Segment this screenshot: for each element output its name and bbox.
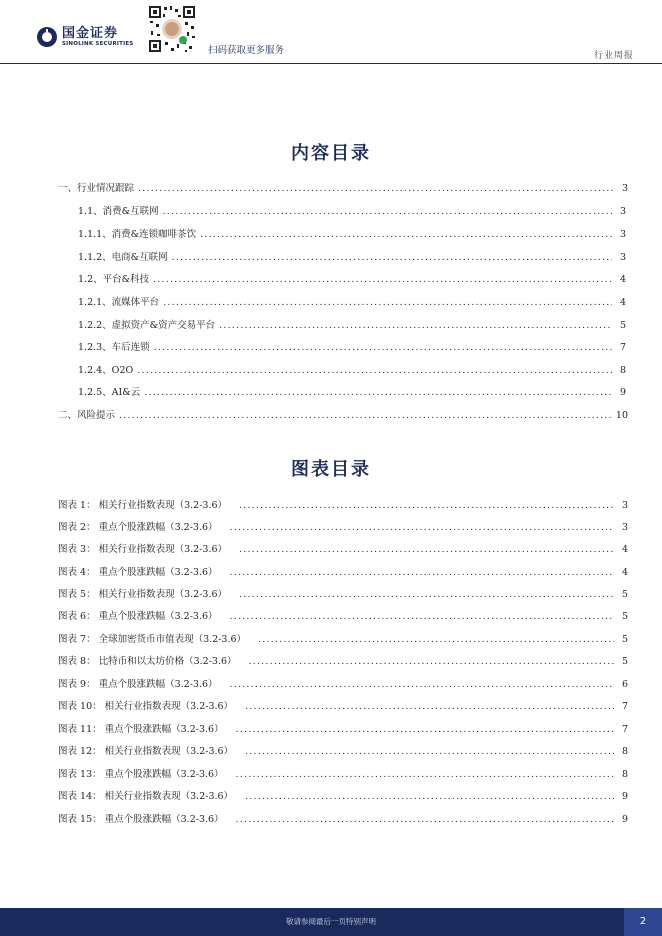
figure-entry[interactable] <box>58 631 628 645</box>
dot-leader <box>230 522 614 533</box>
figure-list-title: 图表目录 <box>291 459 371 480</box>
figure-entry-page: 5 <box>621 611 628 622</box>
figure-entry[interactable] <box>58 586 628 600</box>
figure-entry[interactable] <box>58 497 628 511</box>
figure-entry-label: 图表 9： 重点个股涨跌幅（3.2-3.6） <box>58 679 218 690</box>
figure-entry-page: 7 <box>621 701 628 712</box>
figure-entry[interactable] <box>58 608 628 622</box>
figure-entry[interactable] <box>58 811 628 825</box>
toc-entry-label: 1.1.1、消费&连锁咖啡茶饮 <box>78 229 197 240</box>
figure-entry[interactable] <box>58 541 628 555</box>
toc-entry-page: 10 <box>615 410 628 421</box>
dot-leader <box>239 544 614 555</box>
company-logo <box>36 26 133 48</box>
dot-leader <box>236 814 614 825</box>
figure-entry[interactable] <box>58 564 628 578</box>
dot-leader <box>236 724 614 735</box>
toc-entry-page: 5 <box>619 320 626 331</box>
toc-entry-label: 1.2.3、车后连锁 <box>78 342 150 353</box>
page-footer <box>0 908 662 936</box>
figure-entry-label: 图表 2： 重点个股涨跌幅（3.2-3.6） <box>58 522 218 533</box>
dot-leader <box>245 701 614 712</box>
toc-entry-page: 9 <box>619 387 626 398</box>
dot-leader <box>219 320 612 331</box>
figure-entry-label: 图表 15： 重点个股涨跌幅（3.2-3.6） <box>58 814 224 825</box>
figure-entry-page: 9 <box>621 814 628 825</box>
toc-entry-label: 1.2.1、流媒体平台 <box>78 297 160 308</box>
toc-entry[interactable] <box>78 294 626 308</box>
toc-entry[interactable] <box>78 203 626 217</box>
dot-leader <box>154 342 612 353</box>
footer-disclaimer: 敬请参阅最后一页特别声明 <box>286 917 376 926</box>
figure-entry-label: 图表 6： 重点个股涨跌幅（3.2-3.6） <box>58 611 218 622</box>
figure-entry-page: 7 <box>621 724 628 735</box>
figure-entry-label: 图表 13： 重点个股涨跌幅（3.2-3.6） <box>58 769 224 780</box>
figure-entry[interactable] <box>58 766 628 780</box>
figure-entry-page: 3 <box>621 500 628 511</box>
document-type-label: 行业周报 <box>593 51 634 61</box>
toc-entry-page: 3 <box>619 229 626 240</box>
toc-entry-label: 1.1.2、电商&互联网 <box>78 252 168 263</box>
figure-entry-page: 4 <box>621 544 628 555</box>
dot-leader <box>163 206 612 217</box>
figure-entry-page: 5 <box>621 589 628 600</box>
toc-entry[interactable] <box>58 180 628 194</box>
figure-entry[interactable] <box>58 653 628 667</box>
figure-entry-label: 图表 14： 相关行业指数表现（3.2-3.6） <box>58 791 234 802</box>
figure-entry-label: 图表 10： 相关行业指数表现（3.2-3.6） <box>58 701 234 712</box>
figure-entry-page: 5 <box>621 656 628 667</box>
dot-leader <box>163 297 612 308</box>
toc-entry[interactable] <box>78 384 626 398</box>
toc-entry-page: 8 <box>619 365 626 376</box>
toc-entry[interactable] <box>78 271 626 285</box>
dot-leader <box>153 274 612 285</box>
figure-entry-page: 8 <box>621 769 628 780</box>
figure-entry-page: 6 <box>621 679 628 690</box>
dot-leader <box>144 387 612 398</box>
qr-code-icon[interactable] <box>147 4 197 54</box>
toc-entry-page: 3 <box>621 183 628 194</box>
figure-entry-page: 4 <box>621 567 628 578</box>
logo-mark-icon <box>36 26 58 48</box>
toc-entry-label: 1.1、消费&互联网 <box>78 206 159 217</box>
figure-entry[interactable] <box>58 519 628 533</box>
dot-leader <box>230 611 614 622</box>
toc-entry-label: 1.2.4、O2O <box>78 365 134 376</box>
toc-entry-page: 4 <box>619 274 626 285</box>
toc-entry-page: 3 <box>619 252 626 263</box>
figure-entry-page: 9 <box>621 791 628 802</box>
toc-entry[interactable] <box>78 249 626 263</box>
toc-entry-page: 3 <box>619 206 626 217</box>
page-header <box>0 0 662 66</box>
figure-entry-label: 图表 8： 比特币和以太坊价格（3.2-3.6） <box>58 656 237 667</box>
figure-entry-page: 3 <box>621 522 628 533</box>
toc-entry-label: 1.2.2、虚拟资产&资产交易平台 <box>78 320 216 331</box>
dot-leader <box>236 769 614 780</box>
dot-leader <box>138 183 614 194</box>
dot-leader <box>172 252 612 263</box>
toc-entry-page: 7 <box>619 342 626 353</box>
figure-entry-label: 图表 3： 相关行业指数表现（3.2-3.6） <box>58 544 228 555</box>
dot-leader <box>230 567 614 578</box>
figure-entry-label: 图表 12： 相关行业指数表现（3.2-3.6） <box>58 746 234 757</box>
dot-leader <box>239 500 614 511</box>
toc-entry-label: 1.2.5、AI&云 <box>78 387 141 398</box>
dot-leader <box>200 229 612 240</box>
logo-cn-text: 国金证券 <box>62 25 119 41</box>
footer-page-number: 2 <box>624 908 662 936</box>
figure-entry[interactable] <box>58 676 628 690</box>
figure-entry-label: 图表 7： 全球加密货币市值表现（3.2-3.6） <box>58 634 247 645</box>
figure-entry[interactable] <box>58 698 628 712</box>
dot-leader <box>245 746 614 757</box>
toc-entry-label: 一、行业情况跟踪 <box>58 183 135 194</box>
toc-title: 内容目录 <box>291 143 371 164</box>
toc-entry[interactable] <box>78 339 626 353</box>
toc-entry-label: 1.2、平台&科技 <box>78 274 150 285</box>
dot-leader <box>137 365 612 376</box>
toc-entry[interactable] <box>58 407 628 421</box>
header-divider <box>0 63 662 64</box>
figure-entry-label: 图表 4： 重点个股涨跌幅（3.2-3.6） <box>58 567 218 578</box>
dot-leader <box>249 656 614 667</box>
figure-entry-page: 8 <box>621 746 628 757</box>
toc-entry[interactable] <box>78 317 626 331</box>
figure-entry-label: 图表 5： 相关行业指数表现（3.2-3.6） <box>58 589 228 600</box>
logo-en-text: SINOLINK SECURITIES <box>62 40 134 47</box>
dot-leader <box>119 410 612 421</box>
figure-entry[interactable] <box>58 721 628 735</box>
dot-leader <box>239 589 614 600</box>
figure-entry-label: 图表 1： 相关行业指数表现（3.2-3.6） <box>58 500 228 511</box>
toc-entry[interactable] <box>78 362 626 376</box>
dot-leader <box>258 634 614 645</box>
figure-entry-page: 5 <box>621 634 628 645</box>
toc-entry-label: 二、风险提示 <box>58 410 116 421</box>
figure-entry-label: 图表 11： 重点个股涨跌幅（3.2-3.6） <box>58 724 224 735</box>
figure-entry[interactable] <box>58 743 628 757</box>
scan-qr-text: 扫码获取更多服务 <box>208 45 285 56</box>
toc-entry[interactable] <box>78 226 626 240</box>
toc-entry-page: 4 <box>619 297 626 308</box>
dot-leader <box>245 791 614 802</box>
figure-entry[interactable] <box>58 788 628 802</box>
dot-leader <box>230 679 614 690</box>
